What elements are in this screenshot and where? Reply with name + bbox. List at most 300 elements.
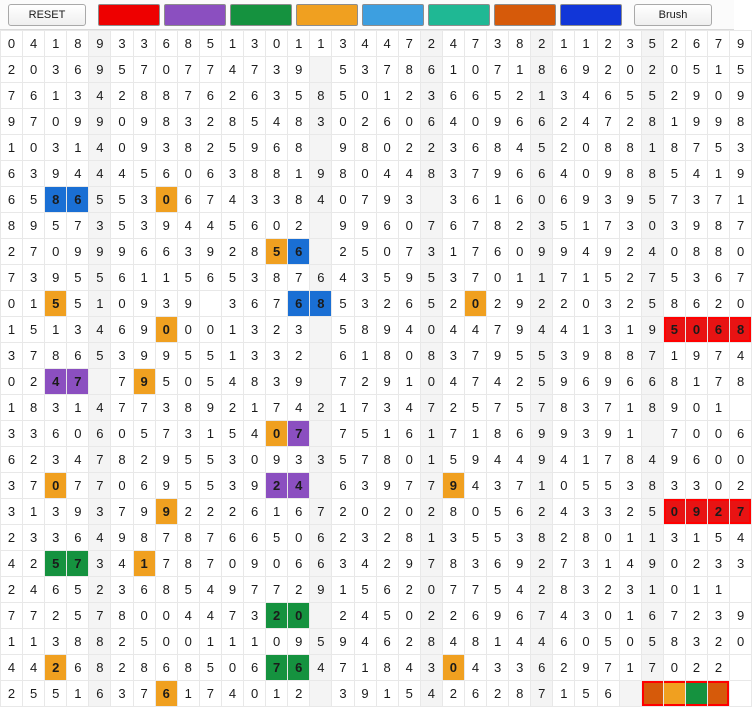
grid-cell[interactable]: 2: [332, 499, 354, 525]
grid-cell[interactable]: 6: [464, 681, 486, 707]
grid-cell[interactable]: 4: [221, 187, 243, 213]
grid-cell[interactable]: 8: [398, 525, 420, 551]
grid-cell[interactable]: 2: [266, 317, 288, 343]
grid-cell[interactable]: 8: [641, 395, 663, 421]
grid-cell[interactable]: 6: [266, 135, 288, 161]
grid-cell[interactable]: 9: [221, 577, 243, 603]
grid-cell[interactable]: 2: [111, 83, 133, 109]
grid-cell[interactable]: 4: [23, 31, 45, 57]
grid-cell[interactable]: 0: [354, 83, 376, 109]
grid-cell[interactable]: 8: [177, 655, 199, 681]
grid-cell[interactable]: 5: [155, 369, 177, 395]
grid-cell[interactable]: 9: [509, 291, 531, 317]
grid-cell[interactable]: 6: [199, 83, 221, 109]
grid-cell[interactable]: 9: [155, 499, 177, 525]
grid-cell[interactable]: 8: [619, 343, 641, 369]
grid-cell[interactable]: 3: [45, 525, 67, 551]
grid-cell[interactable]: 3: [133, 187, 155, 213]
grid-cell[interactable]: 0: [244, 681, 266, 707]
grid-cell[interactable]: 7: [155, 551, 177, 577]
grid-cell[interactable]: 1: [663, 109, 685, 135]
grid-cell[interactable]: 1: [464, 421, 486, 447]
grid-cell[interactable]: 3: [177, 109, 199, 135]
grid-cell[interactable]: 7: [420, 473, 442, 499]
grid-cell[interactable]: 5: [133, 161, 155, 187]
grid-cell[interactable]: 2: [663, 83, 685, 109]
grid-cell[interactable]: 2: [1, 525, 23, 551]
grid-cell[interactable]: 5: [354, 577, 376, 603]
grid-cell[interactable]: 0: [420, 577, 442, 603]
grid-cell[interactable]: 6: [199, 265, 221, 291]
grid-cell[interactable]: 9: [376, 369, 398, 395]
grid-cell[interactable]: 9: [553, 369, 575, 395]
grid-cell[interactable]: 9: [67, 239, 89, 265]
grid-cell[interactable]: 2: [685, 655, 707, 681]
grid-cell[interactable]: 0: [663, 239, 685, 265]
grid-cell[interactable]: 4: [199, 603, 221, 629]
grid-cell[interactable]: 1: [398, 369, 420, 395]
grid-cell[interactable]: 4: [509, 577, 531, 603]
grid-cell[interactable]: 0: [266, 213, 288, 239]
grid-cell[interactable]: 9: [575, 655, 597, 681]
grid-cell[interactable]: 9: [487, 161, 509, 187]
grid-cell[interactable]: 9: [509, 317, 531, 343]
grid-cell[interactable]: 7: [266, 577, 288, 603]
grid-cell[interactable]: 9: [730, 161, 752, 187]
grid-cell[interactable]: 2: [708, 291, 730, 317]
grid-cell[interactable]: 4: [619, 551, 641, 577]
grid-cell[interactable]: 2: [111, 629, 133, 655]
grid-cell[interactable]: 2: [221, 395, 243, 421]
grid-cell[interactable]: 2: [1, 681, 23, 707]
grid-cell[interactable]: 8: [641, 161, 663, 187]
grid-cell[interactable]: 4: [310, 655, 332, 681]
grid-cell[interactable]: 8: [244, 239, 266, 265]
grid-cell[interactable]: 1: [23, 629, 45, 655]
grid-cell[interactable]: 8: [67, 31, 89, 57]
grid-cell[interactable]: 5: [67, 603, 89, 629]
grid-cell[interactable]: 1: [23, 291, 45, 317]
grid-cell[interactable]: 3: [663, 525, 685, 551]
grid-cell[interactable]: 8: [730, 369, 752, 395]
grid-cell[interactable]: 5: [67, 291, 89, 317]
grid-cell[interactable]: 7: [730, 265, 752, 291]
grid-cell[interactable]: 3: [376, 395, 398, 421]
grid-cell[interactable]: 6: [509, 421, 531, 447]
grid-cell[interactable]: 8: [619, 161, 641, 187]
grid-cell[interactable]: 0: [1, 369, 23, 395]
grid-cell[interactable]: 0: [398, 499, 420, 525]
grid-cell[interactable]: 2: [619, 239, 641, 265]
grid-cell[interactable]: 9: [553, 239, 575, 265]
grid-cell[interactable]: 0: [155, 187, 177, 213]
grid-cell[interactable]: 9: [244, 135, 266, 161]
grid-cell[interactable]: 3: [111, 31, 133, 57]
grid-cell[interactable]: 6: [553, 187, 575, 213]
grid-cell[interactable]: 8: [420, 161, 442, 187]
grid-cell[interactable]: 7: [663, 421, 685, 447]
grid-cell[interactable]: 3: [155, 135, 177, 161]
grid-cell[interactable]: 2: [619, 291, 641, 317]
grid-cell[interactable]: 7: [133, 57, 155, 83]
grid-cell[interactable]: 8: [420, 629, 442, 655]
grid-cell[interactable]: 6: [376, 629, 398, 655]
grid-cell[interactable]: 7: [464, 343, 486, 369]
grid-cell[interactable]: 2: [354, 369, 376, 395]
grid-cell[interactable]: 1: [420, 525, 442, 551]
grid-cell[interactable]: 6: [420, 109, 442, 135]
grid-cell[interactable]: 0: [663, 551, 685, 577]
grid-cell[interactable]: 2: [619, 109, 641, 135]
grid-cell[interactable]: 8: [663, 135, 685, 161]
grid-cell[interactable]: 5: [398, 681, 420, 707]
grid-cell[interactable]: 5: [575, 681, 597, 707]
grid-cell[interactable]: 3: [487, 655, 509, 681]
grid-cell[interactable]: 9: [641, 551, 663, 577]
grid-cell[interactable]: 7: [23, 109, 45, 135]
grid-cell[interactable]: 4: [442, 317, 464, 343]
grid-cell[interactable]: 6: [310, 525, 332, 551]
grid-cell[interactable]: 5: [177, 265, 199, 291]
grid-cell[interactable]: 4: [67, 447, 89, 473]
grid-cell[interactable]: 5: [332, 317, 354, 343]
grid-cell[interactable]: 2: [597, 31, 619, 57]
grid-cell[interactable]: 6: [708, 317, 730, 343]
grid-cell[interactable]: 6: [288, 499, 310, 525]
grid-cell[interactable]: 4: [464, 473, 486, 499]
grid-cell[interactable]: 4: [509, 629, 531, 655]
grid-cell[interactable]: 5: [619, 83, 641, 109]
grid-cell[interactable]: 2: [199, 499, 221, 525]
grid-cell[interactable]: 0: [663, 577, 685, 603]
grid-cell[interactable]: 4: [23, 577, 45, 603]
grid-cell[interactable]: 5: [531, 369, 553, 395]
grid-cell[interactable]: 3: [67, 317, 89, 343]
grid-cell[interactable]: 7: [398, 239, 420, 265]
grid-cell[interactable]: 9: [45, 265, 67, 291]
grid-cell[interactable]: 7: [531, 395, 553, 421]
grid-cell[interactable]: [310, 343, 332, 369]
grid-cell[interactable]: 6: [464, 187, 486, 213]
grid-cell[interactable]: 2: [376, 499, 398, 525]
grid-cell[interactable]: 4: [641, 447, 663, 473]
grid-cell[interactable]: 3: [266, 187, 288, 213]
grid-cell[interactable]: 0: [177, 161, 199, 187]
grid-cell[interactable]: 3: [177, 421, 199, 447]
grid-cell[interactable]: 3: [575, 395, 597, 421]
grid-cell[interactable]: 3: [420, 655, 442, 681]
grid-cell[interactable]: 2: [442, 681, 464, 707]
grid-cell[interactable]: 0: [398, 213, 420, 239]
grid-cell[interactable]: 3: [45, 395, 67, 421]
grid-cell[interactable]: 1: [288, 161, 310, 187]
grid-cell[interactable]: 1: [553, 31, 575, 57]
grid-cell[interactable]: 8: [531, 57, 553, 83]
grid-cell[interactable]: 8: [310, 291, 332, 317]
grid-cell[interactable]: 9: [89, 109, 111, 135]
grid-cell[interactable]: 5: [67, 265, 89, 291]
grid-cell[interactable]: 7: [487, 317, 509, 343]
grid-cell[interactable]: 3: [244, 265, 266, 291]
grid-cell[interactable]: 1: [133, 265, 155, 291]
grid-cell[interactable]: 3: [177, 239, 199, 265]
grid-cell[interactable]: 6: [509, 109, 531, 135]
grid-cell[interactable]: 1: [487, 187, 509, 213]
grid-cell[interactable]: 8: [23, 395, 45, 421]
grid-cell[interactable]: 0: [1, 31, 23, 57]
grid-cell[interactable]: 8: [155, 109, 177, 135]
grid-cell[interactable]: 6: [597, 83, 619, 109]
grid-cell[interactable]: 2: [398, 629, 420, 655]
grid-cell[interactable]: 3: [67, 83, 89, 109]
grid-cell[interactable]: 1: [420, 447, 442, 473]
grid-cell[interactable]: [730, 395, 752, 421]
grid-cell[interactable]: 1: [619, 603, 641, 629]
grid-cell[interactable]: 9: [244, 551, 266, 577]
grid-cell[interactable]: 4: [553, 317, 575, 343]
grid-cell[interactable]: 0: [663, 499, 685, 525]
grid-cell[interactable]: 3: [111, 681, 133, 707]
grid-cell[interactable]: 3: [45, 57, 67, 83]
grid-cell[interactable]: 5: [464, 395, 486, 421]
grid-cell[interactable]: 2: [1, 57, 23, 83]
grid-cell[interactable]: 7: [464, 31, 486, 57]
grid-cell[interactable]: 8: [89, 655, 111, 681]
grid-cell[interactable]: 1: [354, 343, 376, 369]
grid-cell[interactable]: 6: [464, 135, 486, 161]
grid-cell[interactable]: 6: [641, 369, 663, 395]
grid-cell[interactable]: 5: [376, 603, 398, 629]
grid-cell[interactable]: 1: [199, 629, 221, 655]
grid-cell[interactable]: 4: [89, 317, 111, 343]
grid-cell[interactable]: 1: [244, 395, 266, 421]
grid-cell[interactable]: 5: [531, 135, 553, 161]
grid-cell[interactable]: 7: [376, 57, 398, 83]
grid-cell[interactable]: 3: [398, 187, 420, 213]
grid-cell[interactable]: 8: [332, 161, 354, 187]
grid-cell[interactable]: 1: [45, 83, 67, 109]
grid-cell[interactable]: 9: [663, 447, 685, 473]
grid-cell[interactable]: 3: [23, 525, 45, 551]
grid-cell[interactable]: 4: [1, 655, 23, 681]
grid-cell[interactable]: 4: [442, 629, 464, 655]
grid-cell[interactable]: [641, 681, 663, 707]
grid-cell[interactable]: [420, 187, 442, 213]
grid-cell[interactable]: 8: [575, 525, 597, 551]
grid-cell[interactable]: 0: [266, 551, 288, 577]
grid-cell[interactable]: 2: [619, 499, 641, 525]
grid-cell[interactable]: 8: [597, 343, 619, 369]
grid-cell[interactable]: 6: [244, 83, 266, 109]
grid-cell[interactable]: 2: [23, 369, 45, 395]
grid-cell[interactable]: 7: [133, 681, 155, 707]
grid-cell[interactable]: 1: [685, 577, 707, 603]
grid-cell[interactable]: 1: [619, 525, 641, 551]
grid-cell[interactable]: 8: [133, 655, 155, 681]
grid-cell[interactable]: 7: [1, 603, 23, 629]
grid-cell[interactable]: 1: [619, 655, 641, 681]
grid-cell[interactable]: 9: [244, 473, 266, 499]
grid-cell[interactable]: 6: [487, 551, 509, 577]
grid-cell[interactable]: 0: [708, 421, 730, 447]
grid-cell[interactable]: 1: [354, 655, 376, 681]
grid-cell[interactable]: 7: [597, 213, 619, 239]
grid-cell[interactable]: 7: [266, 655, 288, 681]
grid-cell[interactable]: 5: [641, 629, 663, 655]
grid-cell[interactable]: 9: [67, 499, 89, 525]
grid-cell[interactable]: 9: [575, 187, 597, 213]
grid-cell[interactable]: 6: [133, 239, 155, 265]
grid-cell[interactable]: 2: [398, 577, 420, 603]
grid-cell[interactable]: 4: [730, 343, 752, 369]
grid-cell[interactable]: 0: [730, 629, 752, 655]
grid-cell[interactable]: 2: [553, 109, 575, 135]
grid-cell[interactable]: 3: [531, 213, 553, 239]
grid-cell[interactable]: 5: [199, 343, 221, 369]
grid-cell[interactable]: 3: [221, 473, 243, 499]
grid-cell[interactable]: 8: [730, 109, 752, 135]
grid-cell[interactable]: 2: [509, 213, 531, 239]
grid-cell[interactable]: 3: [332, 681, 354, 707]
grid-cell[interactable]: 6: [133, 473, 155, 499]
grid-cell[interactable]: 0: [730, 291, 752, 317]
grid-cell[interactable]: 7: [155, 421, 177, 447]
grid-cell[interactable]: 3: [575, 577, 597, 603]
grid-cell[interactable]: 9: [332, 629, 354, 655]
grid-cell[interactable]: 9: [266, 447, 288, 473]
grid-cell[interactable]: 8: [133, 83, 155, 109]
grid-cell[interactable]: 5: [730, 57, 752, 83]
grid-cell[interactable]: 3: [221, 447, 243, 473]
grid-cell[interactable]: 6: [531, 161, 553, 187]
grid-cell[interactable]: 6: [244, 291, 266, 317]
grid-cell[interactable]: 1: [199, 421, 221, 447]
grid-cell[interactable]: 3: [1, 421, 23, 447]
grid-cell[interactable]: 0: [23, 57, 45, 83]
grid-cell[interactable]: 9: [376, 317, 398, 343]
grid-cell[interactable]: 7: [111, 395, 133, 421]
grid-cell[interactable]: 7: [23, 473, 45, 499]
grid-cell[interactable]: 7: [420, 213, 442, 239]
grid-cell[interactable]: 2: [420, 135, 442, 161]
grid-cell[interactable]: 9: [332, 135, 354, 161]
grid-cell[interactable]: 2: [641, 57, 663, 83]
grid-cell[interactable]: 2: [708, 655, 730, 681]
grid-cell[interactable]: 4: [531, 629, 553, 655]
grid-cell[interactable]: 9: [155, 473, 177, 499]
grid-cell[interactable]: 3: [23, 265, 45, 291]
grid-cell[interactable]: 7: [597, 655, 619, 681]
grid-cell[interactable]: 1: [23, 499, 45, 525]
grid-cell[interactable]: 0: [221, 551, 243, 577]
grid-cell[interactable]: 9: [398, 551, 420, 577]
grid-cell[interactable]: 1: [708, 57, 730, 83]
grid-cell[interactable]: 0: [464, 291, 486, 317]
grid-cell[interactable]: 4: [221, 369, 243, 395]
grid-cell[interactable]: 1: [89, 291, 111, 317]
grid-cell[interactable]: 7: [67, 551, 89, 577]
grid-cell[interactable]: 7: [244, 57, 266, 83]
grid-cell[interactable]: 7: [332, 369, 354, 395]
grid-cell[interactable]: 7: [708, 31, 730, 57]
grid-cell[interactable]: 7: [354, 187, 376, 213]
grid-cell[interactable]: 5: [332, 447, 354, 473]
grid-cell[interactable]: 1: [531, 265, 553, 291]
grid-cell[interactable]: 1: [310, 31, 332, 57]
grid-cell[interactable]: 2: [531, 291, 553, 317]
grid-cell[interactable]: 3: [1, 499, 23, 525]
grid-cell[interactable]: 5: [442, 447, 464, 473]
grid-cell[interactable]: 8: [244, 161, 266, 187]
grid-cell[interactable]: 5: [641, 83, 663, 109]
grid-cell[interactable]: 8: [487, 135, 509, 161]
grid-cell[interactable]: 4: [199, 577, 221, 603]
grid-cell[interactable]: 6: [288, 551, 310, 577]
grid-cell[interactable]: 1: [531, 83, 553, 109]
grid-cell[interactable]: 9: [575, 57, 597, 83]
grid-cell[interactable]: 9: [708, 109, 730, 135]
grid-cell[interactable]: 3: [332, 551, 354, 577]
grid-cell[interactable]: 5: [663, 265, 685, 291]
grid-cell[interactable]: 8: [376, 343, 398, 369]
grid-cell[interactable]: 8: [155, 83, 177, 109]
grid-cell[interactable]: 4: [487, 447, 509, 473]
grid-cell[interactable]: 9: [597, 239, 619, 265]
grid-cell[interactable]: 9: [89, 57, 111, 83]
grid-cell[interactable]: 7: [464, 161, 486, 187]
grid-cell[interactable]: 6: [619, 369, 641, 395]
grid-cell[interactable]: 1: [1, 317, 23, 343]
grid-cell[interactable]: [641, 421, 663, 447]
grid-cell[interactable]: 2: [45, 603, 67, 629]
grid-cell[interactable]: 8: [1, 213, 23, 239]
grid-cell[interactable]: 0: [730, 447, 752, 473]
grid-cell[interactable]: 7: [266, 291, 288, 317]
grid-cell[interactable]: 2: [420, 603, 442, 629]
grid-cell[interactable]: 5: [199, 655, 221, 681]
grid-cell[interactable]: 5: [177, 473, 199, 499]
grid-cell[interactable]: 9: [45, 161, 67, 187]
grid-cell[interactable]: 7: [23, 343, 45, 369]
grid-cell[interactable]: 2: [597, 57, 619, 83]
grid-cell[interactable]: 3: [288, 317, 310, 343]
grid-cell[interactable]: 1: [575, 213, 597, 239]
grid-cell[interactable]: 2: [597, 577, 619, 603]
grid-cell[interactable]: 5: [487, 577, 509, 603]
grid-cell[interactable]: 8: [641, 109, 663, 135]
swatch-teal[interactable]: [428, 4, 490, 26]
grid-cell[interactable]: 1: [553, 681, 575, 707]
grid-cell[interactable]: 0: [553, 473, 575, 499]
grid-cell[interactable]: 6: [531, 655, 553, 681]
grid-cell[interactable]: 4: [509, 447, 531, 473]
grid-cell[interactable]: 5: [221, 421, 243, 447]
grid-cell[interactable]: 0: [442, 655, 464, 681]
grid-cell[interactable]: 3: [509, 525, 531, 551]
grid-cell[interactable]: 8: [89, 629, 111, 655]
grid-cell[interactable]: 4: [730, 525, 752, 551]
grid-cell[interactable]: 1: [487, 629, 509, 655]
grid-cell[interactable]: 2: [398, 83, 420, 109]
grid-cell[interactable]: [310, 213, 332, 239]
grid-cell[interactable]: 6: [509, 161, 531, 187]
grid-cell[interactable]: 7: [89, 447, 111, 473]
grid-cell[interactable]: 6: [708, 265, 730, 291]
grid-cell[interactable]: 0: [487, 265, 509, 291]
grid-cell[interactable]: 7: [67, 473, 89, 499]
reset-button[interactable]: RESET: [8, 4, 86, 26]
grid-cell[interactable]: 4: [45, 369, 67, 395]
